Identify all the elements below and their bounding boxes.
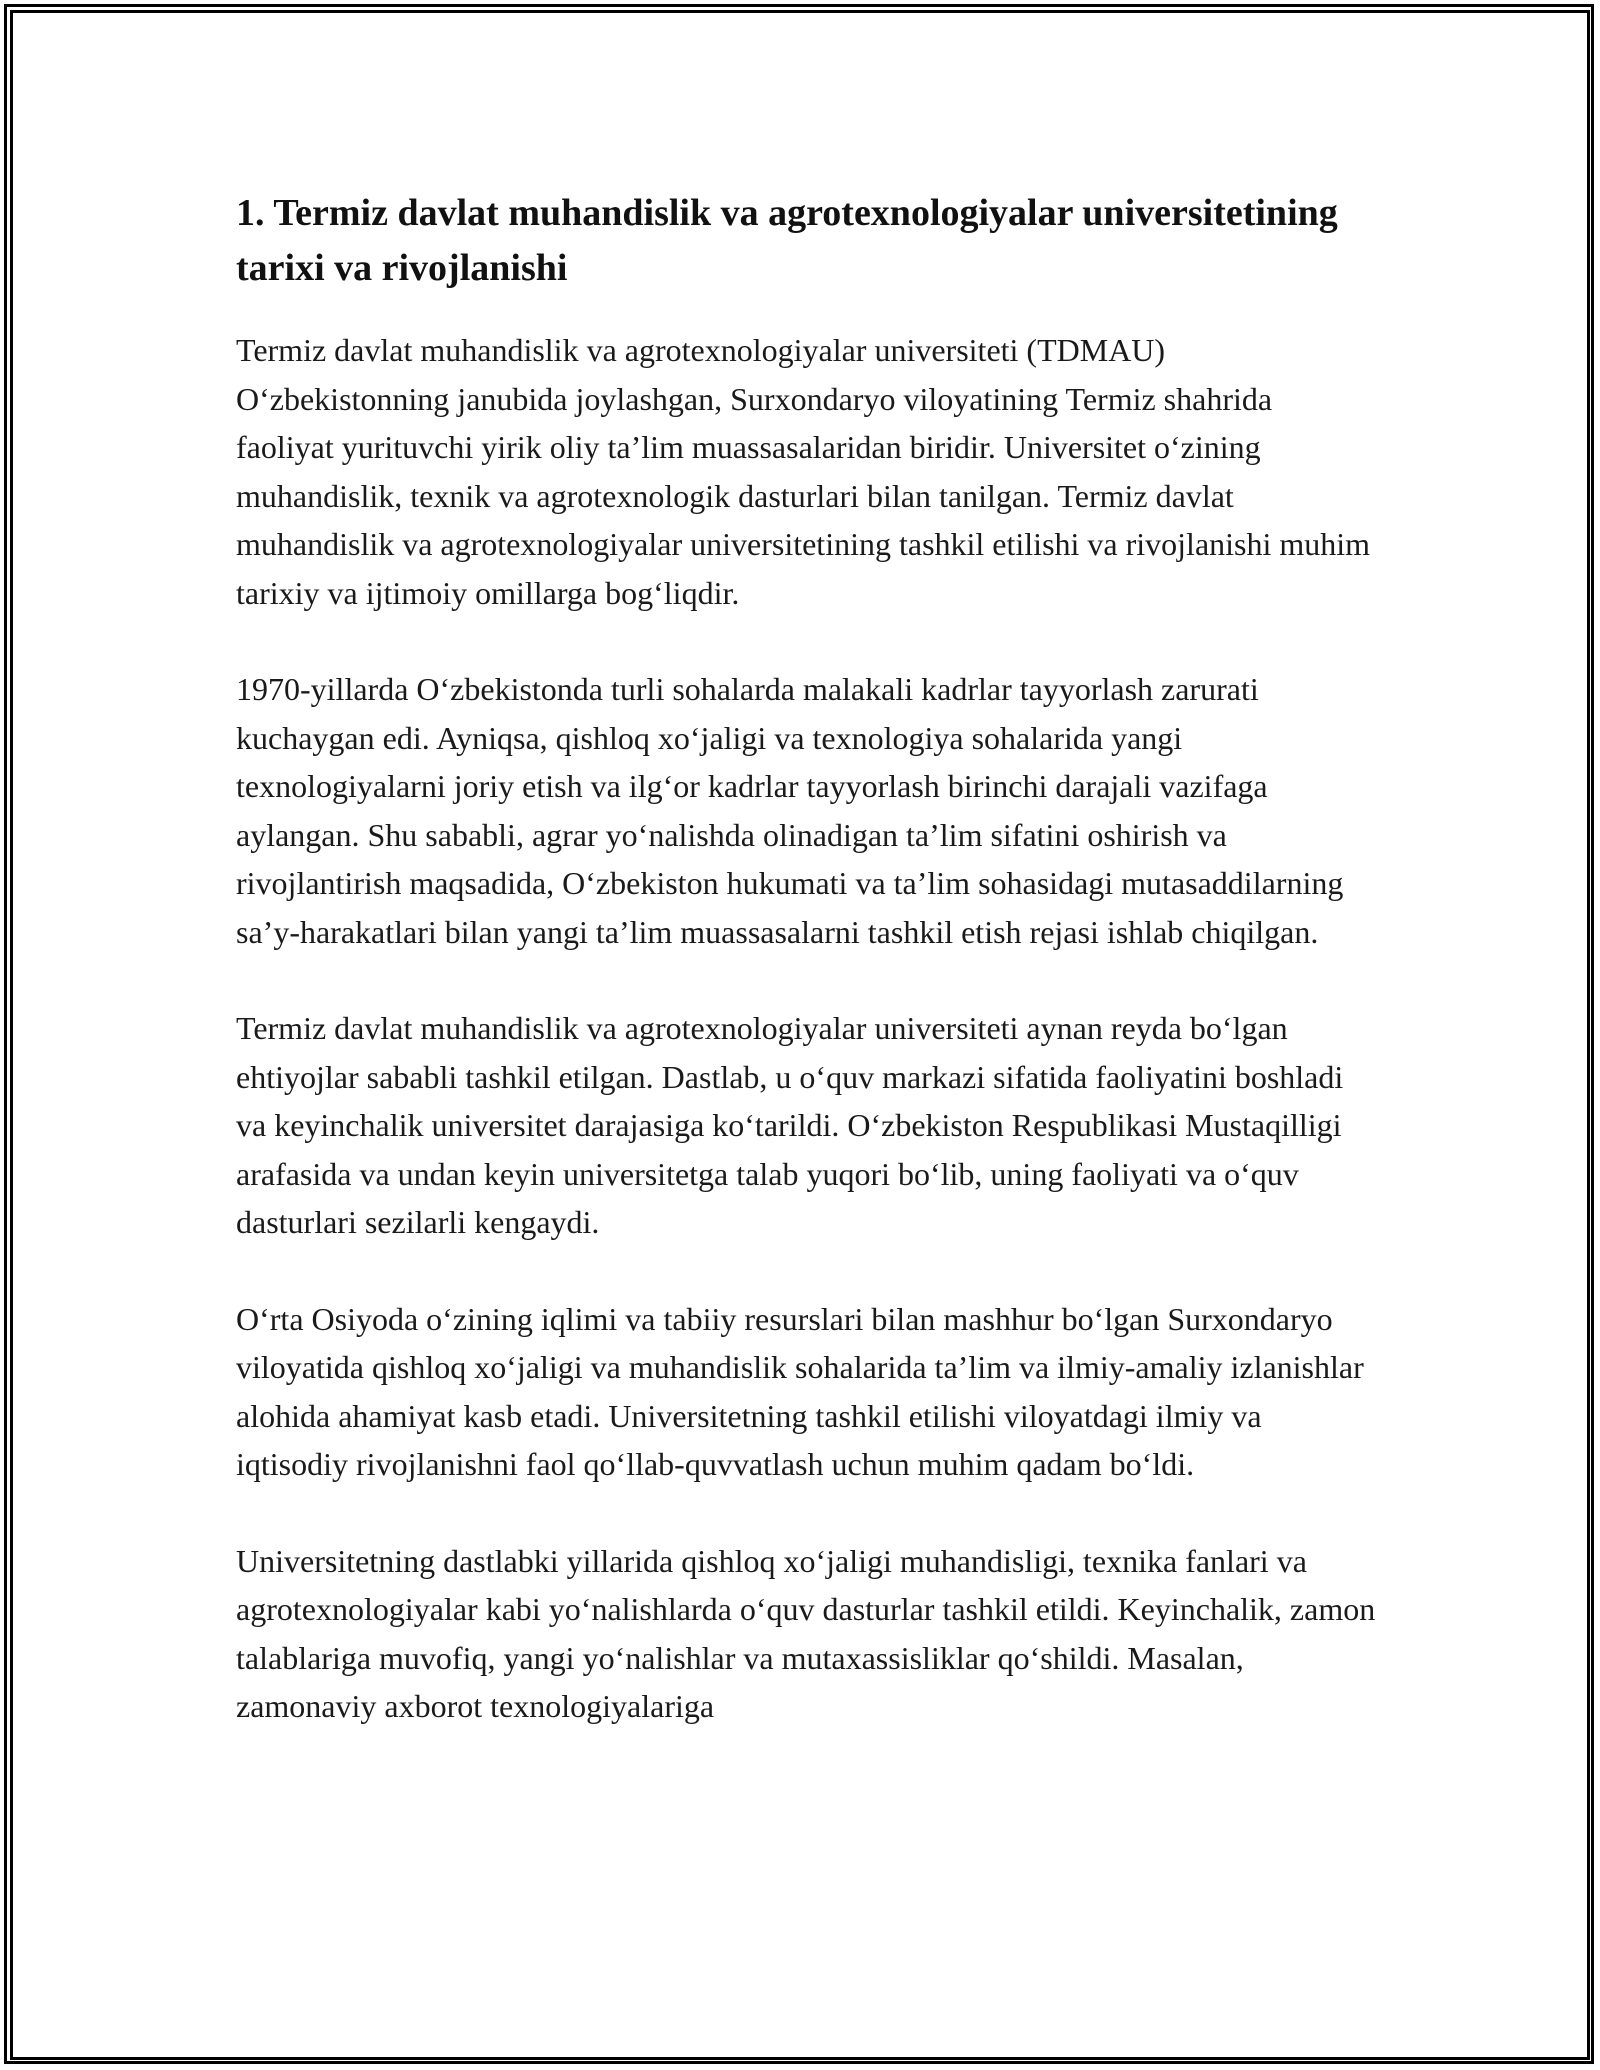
paragraph-5: Universitetning dastlabki yillarida qishloq xo‘jaligi muhandisligi, texnika fanlari va agrotexnologiyalar kabi yo‘nalishlarda o‘quv dasturlar tashkil etildi. Keyinchalik, zamon talablariga muvofiq, yangi yo‘nalishlar va mutaxassisliklar qo‘shildi. Masalan, zamonaviy axborot texnologiyalariga [236, 1542, 1376, 1724]
document-body [236, 186, 1376, 1779]
section-heading: 1. Termiz davlat muhandislik va agrotexnologiyalar universitetining tarixi va rivojlanishi [236, 192, 1338, 289]
paragraph-4: O‘rta Osiyoda o‘zining iqlimi va tabiiy resurslari bilan mashhur bo‘lgan Surxondaryo viloyatida qishloq xo‘jaligi va muhandislik sohalarida ta’lim va ilmiy-amaliy izlanishlar alohida ahamiyat kasb etadi. Universitetning tashkil etilishi viloyatdagi ilmiy va iqtisodiy rivojlanishni faol qo‘llab-quvvatlash uchun muhim qadam bo‘ldi. [236, 1300, 1364, 1482]
paragraph-1: Termiz davlat muhandislik va agrotexnologiyalar universiteti (TDMAU) O‘zbekistonning janubida joylashgan, Surxondaryo viloyatining Termiz shahrida faoliyat yurituvchi yirik oliy ta’lim muassasalaridan biridir. Universitet o‘zining muhandislik, texnik va agrotexnologik dasturlari bilan tanilgan. Termiz davlat muhandislik va agrotexnologiyalar universitetining tashkil etilishi va rivojlanishi muhim tarixiy va ijtimoiy omillarga bog‘liqdir. [236, 332, 1371, 611]
paragraph-3: Termiz davlat muhandislik va agrotexnologiyalar universiteti aynan reyda bo‘lgan ehtiyojlar sababli tashkil etilgan. Dastlab, u o‘quv markazi sifatida faoliyatini boshladi va keyinchalik universitet darajasiga ko‘tarildi. O‘zbekiston Respublikasi Mustaqilligi arafasida va undan keyin universitetga talab yuqori bo‘lib, uning faoliyati va o‘quv dasturlari sezilarli kengaydi. [236, 1010, 1344, 1240]
paragraph-2: 1970-yillarda O‘zbekistonda turli sohalarda malakali kadrlar tayyorlash zarurati kuchaygan edi. Ayniqsa, qishloq xo‘jaligi va texnologiya sohalarida yangi texnologiyalarni joriy etish va ilg‘or kadrlar tayyorlash birinchi darajali vazifaga aylangan. Shu sababli, agrar yo‘nalishda olinadigan ta’lim sifatini oshirish va rivojlantirish maqsadida, O‘zbekiston hukumati va ta’lim sohasidagi mutasaddilarning sa’y-harakatlari bilan yangi ta’lim muassasalarni tashkil etish rejasi ishlab chiqilgan. [236, 671, 1344, 950]
